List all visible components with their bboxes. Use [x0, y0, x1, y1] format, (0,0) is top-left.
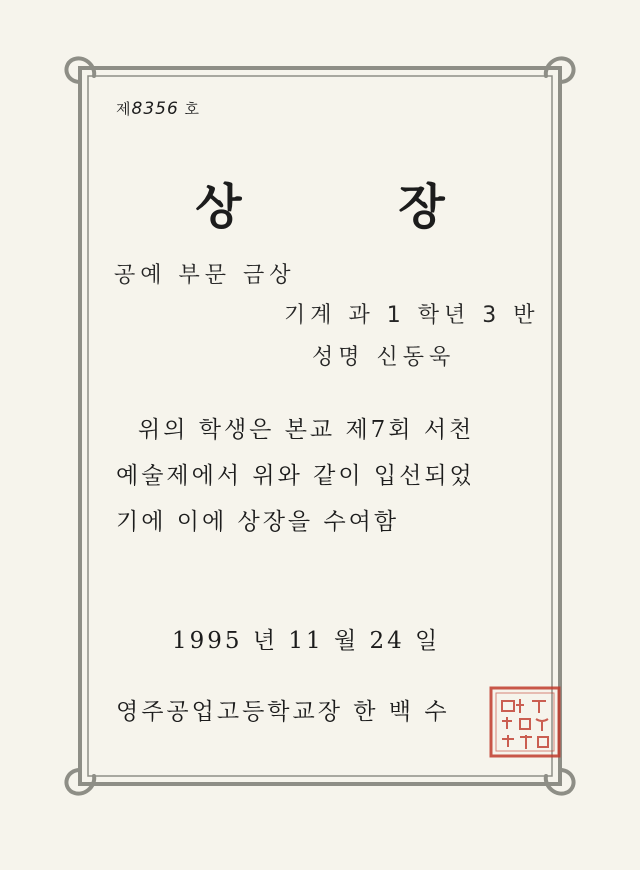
- number-value: 8356: [131, 99, 179, 119]
- certificate-body: [116, 407, 475, 545]
- name-line: [312, 340, 455, 371]
- official-seal-icon: [488, 685, 562, 759]
- name-label: 성명: [312, 345, 365, 370]
- body-line-1: 위의 학생은 본교 제7회 서천: [138, 417, 475, 443]
- number-prefix: 제: [116, 100, 132, 118]
- body-line-3: 기에 이에 상장을 수여함: [116, 509, 400, 535]
- class-line: 기계 과 1 학년 3 반: [284, 303, 540, 328]
- number-suffix: 호: [184, 100, 201, 118]
- certificate-title: 상 장: [195, 179, 515, 235]
- name-value: 신동욱: [376, 345, 456, 370]
- issuer-name: 영주공업고등학교장 한 백 수: [116, 699, 450, 725]
- issue-date: 1995 년 11 월 24 일: [172, 628, 441, 654]
- award-line: 공예 부문 금상: [114, 263, 296, 288]
- certificate-number: [116, 98, 200, 119]
- body-line-2: 예술제에서 위와 같이 입선되었: [116, 463, 475, 489]
